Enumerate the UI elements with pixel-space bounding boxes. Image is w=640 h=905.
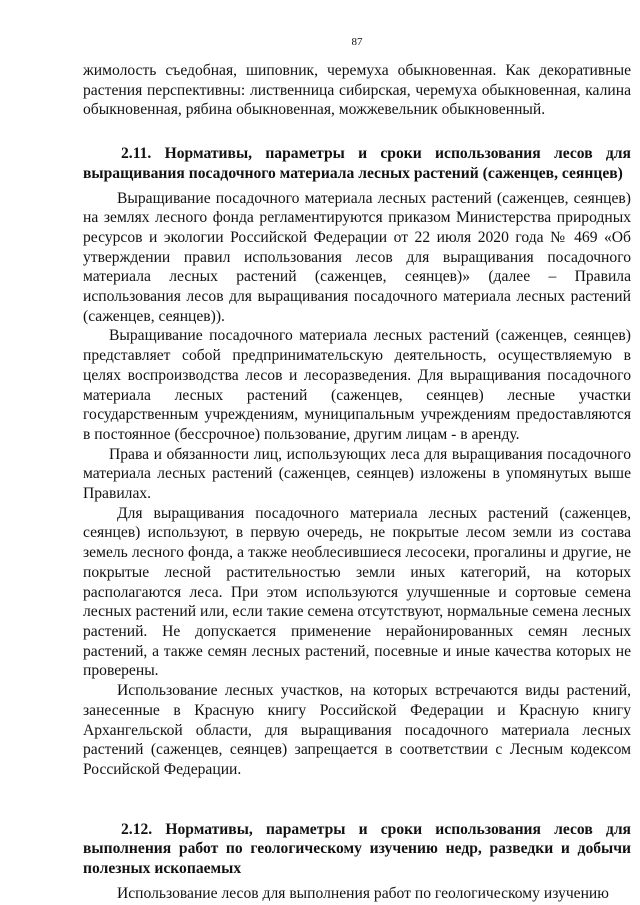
section-2-11-paragraph: Использование лесных участков, на которых встречаются виды растений, занесенные в Красную книгу Российской Федерации и Красную книгу Архангельской области, для выращивания посадочного материала лесных растений (саженцев, сеянцев) запрещается в соответствии с Лесным кодексом Российской Федерации.	[83, 682, 631, 778]
section-2-12-heading: 2.12. Нормативы, параметры и сроки использования лесов для выполнения работ по геологическому изучению недр, разведки и добычи полезных ископаемых	[83, 820, 631, 878]
section-2-11-paragraph: Для выращивания посадочного материала лесных растений (саженцев, сеянцев) используют, в первую очередь, не покрытые лесом земли из состава земель лесного фонда, а также необлесившиеся лесосеки, прогалины и другие, не покрытые лесной растительностью земли иных категорий, на которых располагаются леса. При этом используются улучшенные и сортовые семена лесных растений или, если такие семена отсутствуют, нормальные семена лесных растений. Не допускается применение нерайонированных семян лесных растений, а также семян лесных растений, посевные и иные качества которых не проверены.	[83, 504, 631, 680]
section-2-12-paragraph: Использование лесов для выполнения работ по геологическому изучению	[117, 884, 609, 902]
document-page	[83, 36, 631, 903]
section-2-11-heading: 2.11. Нормативы, параметры и сроки использования лесов для выращивания посадочного материала лесных растений (саженцев, сеянцев)	[83, 145, 631, 182]
intro-paragraph: жимолость съедобная, шиповник, черемуха обыкновенная. Как декоративные растения перспективны: лиственница сибирская, черемуха обыкновенная, калина обыкновенная, рябина обыкновенная, можжевельник обыкновенный.	[83, 62, 631, 119]
section-2-11-paragraph: Выращивание посадочного материала лесных растений (саженцев, сеянцев) представляет собой предпринимательскую деятельность, осуществляемую в целях воспроизводства лесов и лесоразведения. Для выращивания посадочного материала лесных растений (саженцев, сеянцев) лесные участки государственным учреждениям, муниципальным учреждениям предоставляются в постоянное (бессрочное) пользование, другим лицам - в аренду.	[83, 327, 631, 443]
page-number: 87	[351, 36, 363, 48]
section-2-11-paragraph: Выращивание посадочного материала лесных растений (саженцев, сеянцев) на землях лесного фонда регламентируются приказом Министерства природных ресурсов и экологии Российской Федерации от 22 июля 2020 года № 469 «Об утверждении правил использования лесов для выращивания посадочного материала лесных растений (саженцев, сеянцев)» (далее – Правила использования лесов для выращивания посадочного материала лесных растений (саженцев, сеянцев)).	[83, 189, 631, 325]
section-2-11-paragraph: Права и обязанности лиц, использующих леса для выращивания посадочного материала лесных растений (саженцев, сеянцев) изложены в упомянутых выше Правилах.	[83, 445, 631, 503]
